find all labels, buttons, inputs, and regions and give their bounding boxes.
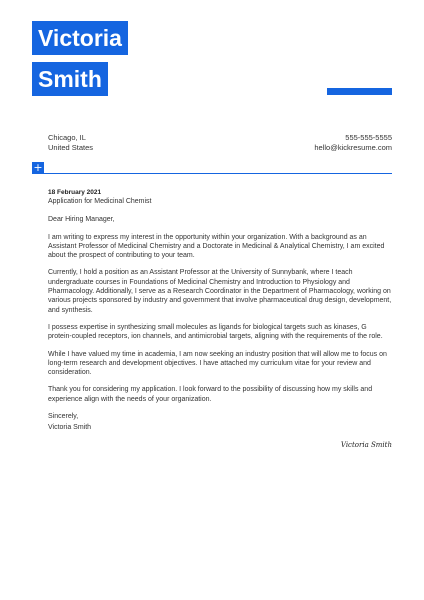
paragraph: While I have valued my time in academia, I am now seeking an industry position that will allow me to focus on long-term research and development objectives. I have attached my curriculum vitae for your review and consideration. <box>48 350 387 377</box>
signature: Victoria Smith <box>340 441 392 449</box>
paragraph: Thank you for considering my application. I look forward to the possibility of discussing how my skills and experience align with the needs of your organization. <box>48 386 373 403</box>
address-block <box>48 133 93 153</box>
contact-block <box>314 133 392 153</box>
paragraph: I possess expertise in synthesizing small molecules as ligands for biological targets such as kinases, G protein-coupled receptors, ion channels, and antimicrobial targets, aligning with the requirements of the role. <box>48 323 383 341</box>
section-divider <box>32 173 392 174</box>
letter-subject: Application for Medicinal Chemist <box>48 198 152 205</box>
sender-name: Victoria Smith <box>48 424 92 432</box>
accent-bar <box>327 88 392 95</box>
greeting: Dear Hiring Manager, <box>48 216 115 224</box>
paragraph: I am writing to express my interest in the opportunity within your organization. With a background as an Assistant Professor of Medicinal Chemistry and a Doctorate in Medicinal & Analytical Chemistry, I am excited about the prospect of contributing to your team. <box>48 233 385 260</box>
first-name-heading: Victoria <box>32 21 128 55</box>
city: Chicago, IL <box>48 133 86 142</box>
phone: 555-555-5555 <box>345 133 392 142</box>
closing: Sincerely, <box>48 413 79 421</box>
letter-body <box>48 188 392 441</box>
email: hello@kickresume.com <box>314 143 392 152</box>
plus-icon: + <box>33 161 43 174</box>
country: United States <box>48 143 94 152</box>
letter-date: 18 February 2021 <box>48 189 102 196</box>
last-name-heading: Smith <box>32 62 108 96</box>
paragraph: Currently, I hold a position as an Assistant Professor at the University of Sunnybank, where I teach undergraduate courses in Foundations of Medicinal Chemistry and Introduction to Physiology and Pharmacology. Additionally, I serve as a Research Coordinator in the Department of Pharmacology, working on various projects sponsored by industry and government that involve pharmaceutical drug design, development, and synthesis. <box>48 269 392 314</box>
